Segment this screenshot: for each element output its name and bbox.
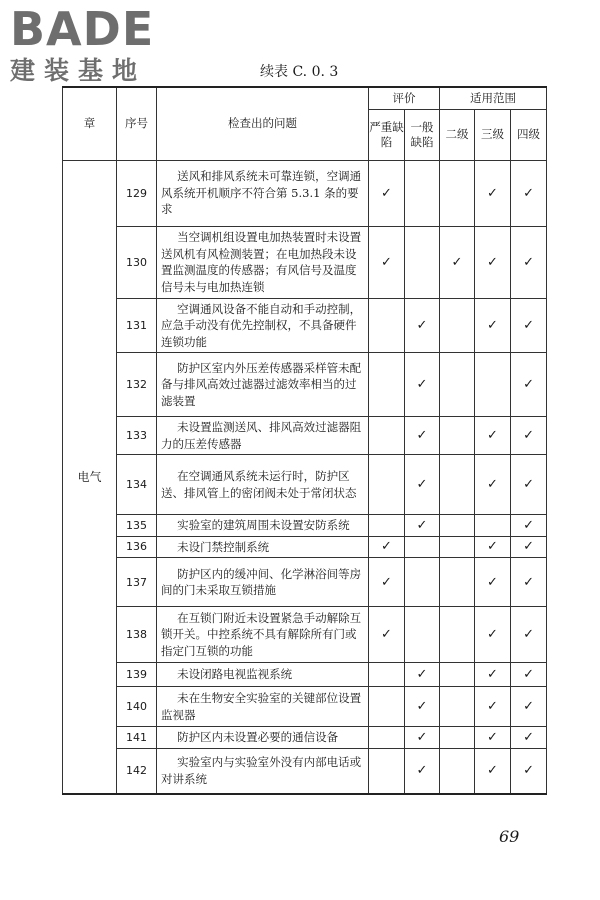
table-caption: 续表 C. 0. 3 (260, 64, 339, 80)
mark-level3 (475, 687, 511, 727)
check-mark: ✓ (523, 539, 534, 555)
check-mark: ✓ (416, 517, 428, 533)
header-general: 一般缺陷 (405, 109, 440, 160)
problem-text: 未设门禁控制系统 (157, 536, 369, 558)
header-severe: 严重缺陷 (369, 109, 405, 160)
problem-text: 未设闭路电视监视系统 (157, 663, 369, 687)
check-mark: ✓ (381, 574, 392, 590)
check-mark: ✓ (416, 477, 428, 492)
mark-severe (369, 536, 405, 558)
mark-severe (369, 607, 405, 663)
mark-level2 (440, 298, 475, 353)
mark-general (405, 663, 440, 687)
mark-severe (369, 748, 405, 794)
check-mark: ✓ (523, 763, 534, 779)
table-row (63, 298, 547, 353)
mark-level2 (440, 663, 475, 687)
check-mark: ✓ (451, 254, 463, 270)
mark-level2 (440, 687, 475, 727)
mark-level3 (475, 298, 511, 353)
mark-general (405, 298, 440, 353)
check-mark: ✓ (523, 428, 534, 443)
table-row (63, 727, 547, 749)
table-row (63, 607, 547, 663)
mark-severe (369, 663, 405, 687)
table-row (63, 226, 547, 298)
inspection-table (62, 86, 547, 795)
table-row (63, 663, 547, 687)
mark-general (405, 607, 440, 663)
check-mark: ✓ (416, 317, 428, 333)
mark-general (405, 417, 440, 455)
logo-wordmark: BADE (10, 2, 155, 56)
check-mark: ✓ (487, 254, 498, 270)
logo (10, 4, 180, 88)
mark-level4 (511, 455, 547, 515)
serial-number: 138 (117, 607, 157, 663)
mark-level3 (475, 607, 511, 663)
mark-level4 (511, 515, 547, 537)
mark-severe (369, 160, 405, 226)
header-level2: 二级 (440, 109, 475, 160)
mark-general (405, 353, 440, 417)
check-mark: ✓ (487, 699, 498, 714)
mark-level3 (475, 727, 511, 749)
table-row (63, 748, 547, 794)
check-mark: ✓ (381, 539, 392, 555)
mark-level2 (440, 727, 475, 749)
serial-number: 136 (117, 536, 157, 558)
header-scope: 适用范围 (440, 87, 547, 109)
serial-number: 141 (117, 727, 157, 749)
mark-level4 (511, 687, 547, 727)
mark-severe (369, 455, 405, 515)
check-mark: ✓ (523, 517, 534, 533)
check-mark: ✓ (381, 185, 392, 201)
check-mark: ✓ (523, 627, 534, 642)
check-mark: ✓ (487, 763, 498, 779)
mark-level3 (475, 226, 511, 298)
mark-general (405, 226, 440, 298)
mark-level4 (511, 607, 547, 663)
mark-severe (369, 417, 405, 455)
mark-level3 (475, 663, 511, 687)
mark-level3 (475, 536, 511, 558)
problem-text: 当空调机组设置电加热装置时未设置送风机有风检测装置；在电加热段未设置监测温度的传感器；有风信号及温度信号未与电加热连锁 (157, 226, 369, 298)
check-mark: ✓ (487, 574, 498, 590)
check-mark: ✓ (523, 254, 534, 270)
problem-text: 实验室内与实验室外没有内部电话或对讲系统 (157, 748, 369, 794)
mark-general (405, 727, 440, 749)
mark-severe (369, 353, 405, 417)
mark-level4 (511, 226, 547, 298)
serial-number: 139 (117, 663, 157, 687)
mark-severe (369, 226, 405, 298)
mark-level3 (475, 353, 511, 417)
check-mark: ✓ (523, 477, 534, 492)
serial-number: 133 (117, 417, 157, 455)
mark-level3 (475, 558, 511, 607)
mark-level3 (475, 160, 511, 226)
mark-level4 (511, 353, 547, 417)
mark-level4 (511, 160, 547, 226)
check-mark: ✓ (523, 317, 534, 333)
serial-number: 131 (117, 298, 157, 353)
check-mark: ✓ (381, 627, 392, 642)
mark-general (405, 455, 440, 515)
problem-text: 在空调通风系统未运行时，防护区送、排风管上的密闭阀未处于常闭状态 (157, 455, 369, 515)
page-number: 69 (499, 827, 520, 846)
mark-level4 (511, 748, 547, 794)
table-row (63, 687, 547, 727)
check-mark: ✓ (416, 667, 428, 682)
serial-number: 142 (117, 748, 157, 794)
table-row (63, 536, 547, 558)
problem-text: 防护区内的缓冲间、化学淋浴间等房间的门未采取互锁措施 (157, 558, 369, 607)
mark-level2 (440, 353, 475, 417)
serial-number: 132 (117, 353, 157, 417)
mark-level2 (440, 455, 475, 515)
check-mark: ✓ (487, 539, 498, 555)
header-evaluation: 评价 (369, 87, 440, 109)
problem-text: 空调通风设备不能自动和手动控制，应急手动没有优先控制权，不具备硬件连锁功能 (157, 298, 369, 353)
problem-text: 未在生物安全实验室的关键部位设置监视器 (157, 687, 369, 727)
table-row (63, 558, 547, 607)
mark-general (405, 687, 440, 727)
mark-level2 (440, 226, 475, 298)
check-mark: ✓ (487, 185, 498, 201)
problem-text: 送风和排风系统未可靠连锁，空调通风系统开机顺序不符合第 5.3.1 条的要求 (157, 160, 369, 226)
table-row (63, 515, 547, 537)
mark-level2 (440, 748, 475, 794)
serial-number: 130 (117, 226, 157, 298)
problem-text: 未设置监测送风、排风高效过滤器阻力的压差传感器 (157, 417, 369, 455)
mark-general (405, 536, 440, 558)
check-mark: ✓ (487, 477, 498, 492)
table-row (63, 160, 547, 226)
problem-text: 实验室的建筑周围未设置安防系统 (157, 515, 369, 537)
header-serial: 序号 (117, 87, 157, 160)
mark-level3 (475, 455, 511, 515)
check-mark: ✓ (523, 699, 534, 714)
mark-severe (369, 298, 405, 353)
mark-level2 (440, 536, 475, 558)
serial-number: 134 (117, 455, 157, 515)
serial-number: 140 (117, 687, 157, 727)
table-row (63, 353, 547, 417)
check-mark: ✓ (416, 699, 428, 714)
mark-level4 (511, 417, 547, 455)
mark-general (405, 160, 440, 226)
mark-general (405, 748, 440, 794)
table-row (63, 455, 547, 515)
header-chapter: 章 (63, 87, 117, 160)
mark-level4 (511, 663, 547, 687)
mark-level3 (475, 417, 511, 455)
mark-level2 (440, 160, 475, 226)
check-mark: ✓ (416, 763, 428, 779)
check-mark: ✓ (487, 729, 498, 745)
check-mark: ✓ (487, 627, 498, 642)
check-mark: ✓ (523, 574, 534, 590)
check-mark: ✓ (416, 377, 428, 392)
check-mark: ✓ (487, 667, 498, 682)
mark-severe (369, 727, 405, 749)
check-mark: ✓ (523, 667, 534, 682)
mark-level2 (440, 558, 475, 607)
chapter-cell: 电气 (63, 160, 117, 794)
serial-number: 137 (117, 558, 157, 607)
mark-severe (369, 515, 405, 537)
mark-level2 (440, 417, 475, 455)
logo-subtitle: 建装基地 (10, 56, 147, 85)
mark-level3 (475, 748, 511, 794)
mark-level4 (511, 298, 547, 353)
mark-level4 (511, 536, 547, 558)
mark-level4 (511, 727, 547, 749)
check-mark: ✓ (381, 254, 392, 270)
header-problem: 检查出的问题 (157, 87, 369, 160)
mark-level3 (475, 515, 511, 537)
check-mark: ✓ (487, 317, 498, 333)
mark-level2 (440, 607, 475, 663)
mark-severe (369, 687, 405, 727)
header-level3: 三级 (475, 109, 511, 160)
problem-text: 防护区内未设置必要的通信设备 (157, 727, 369, 749)
serial-number: 129 (117, 160, 157, 226)
problem-text: 在互锁门附近未设置紧急手动解除互锁开关。中控系统不具有解除所有门或指定门互锁的功能 (157, 607, 369, 663)
check-mark: ✓ (416, 729, 428, 745)
mark-level4 (511, 558, 547, 607)
header-level4: 四级 (511, 109, 547, 160)
table-row (63, 417, 547, 455)
check-mark: ✓ (523, 377, 534, 392)
mark-severe (369, 558, 405, 607)
mark-general (405, 515, 440, 537)
table-body (63, 160, 547, 794)
serial-number: 135 (117, 515, 157, 537)
check-mark: ✓ (487, 428, 498, 443)
check-mark: ✓ (523, 185, 534, 201)
mark-general (405, 558, 440, 607)
check-mark: ✓ (416, 428, 428, 443)
check-mark: ✓ (523, 729, 534, 745)
mark-level2 (440, 515, 475, 537)
problem-text: 防护区室内外压差传感器采样管未配备与排风高效过滤器过滤效率相当的过滤装置 (157, 353, 369, 417)
